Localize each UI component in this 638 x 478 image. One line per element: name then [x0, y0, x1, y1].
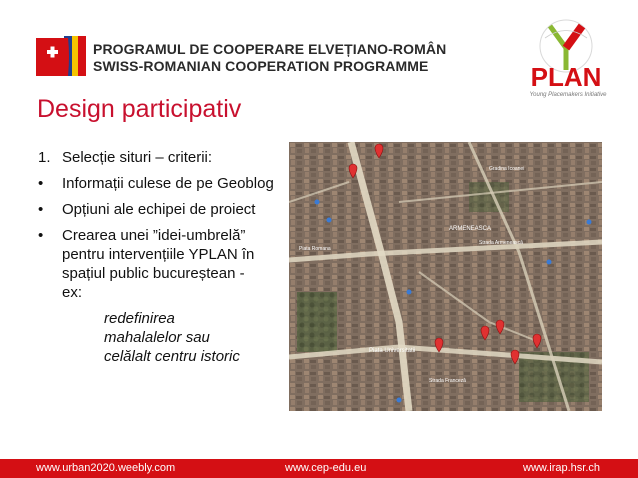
list-item	[38, 226, 267, 302]
list-marker: •	[38, 201, 44, 218]
example-line: redefinirea	[104, 310, 175, 327]
footer-link-cep[interactable]: www.cep-edu.eu	[285, 462, 367, 474]
example-line: celălalt centru istoric	[104, 348, 240, 365]
list-item-text: Crearea unei ”idei-umbrelă” pentru intervențiile YPLAN în spațiul public bucureștean - ex:	[62, 227, 255, 301]
map-label: ARMENEASCA	[449, 226, 492, 232]
list-item	[38, 174, 278, 193]
programme-title	[93, 41, 446, 75]
list-item-text: Selecție situri – criterii:	[62, 149, 213, 166]
svg-text:PLAN: PLAN	[530, 62, 602, 92]
footer-link-urban2020[interactable]: www.urban2020.weebly.com	[36, 462, 176, 474]
programme-title-ro: PROGRAMUL DE COOPERARE ELVEȚIANO-ROMÂN	[93, 41, 447, 57]
list-item-text: Opțiuni ale echipei de proiect	[62, 201, 256, 218]
bullet-list	[38, 148, 278, 366]
map-label: Strada Armenească	[479, 240, 523, 246]
map-label: Gradina Icoanei	[489, 166, 525, 172]
footer-bar	[0, 459, 638, 478]
yplan-logo	[510, 18, 622, 100]
swiss-romanian-flag-icon	[34, 34, 86, 78]
list-marker: 1.	[38, 149, 51, 166]
slide-title: Design participativ	[37, 95, 242, 123]
list-item	[38, 148, 278, 167]
programme-title-en: SWISS-ROMANIAN COOPERATION PROGRAMME	[93, 58, 429, 74]
list-item	[38, 200, 278, 219]
list-marker: •	[38, 175, 44, 192]
list-marker: •	[38, 227, 44, 244]
list-item-text: Informații culese de pe Geoblog	[62, 175, 274, 192]
satellite-map[interactable]	[289, 142, 602, 411]
map-label: Piata Universitatii	[369, 348, 416, 354]
map-label: Strada Franceză	[429, 378, 466, 384]
map-label: Piata Romana	[299, 246, 331, 252]
example-line: mahalalelor sau	[104, 329, 210, 346]
svg-text:Young Placemakers Initiative: Young Placemakers Initiative	[529, 92, 607, 98]
example-text	[104, 309, 278, 366]
footer-link-irap[interactable]: www.irap.hsr.ch	[523, 462, 601, 474]
